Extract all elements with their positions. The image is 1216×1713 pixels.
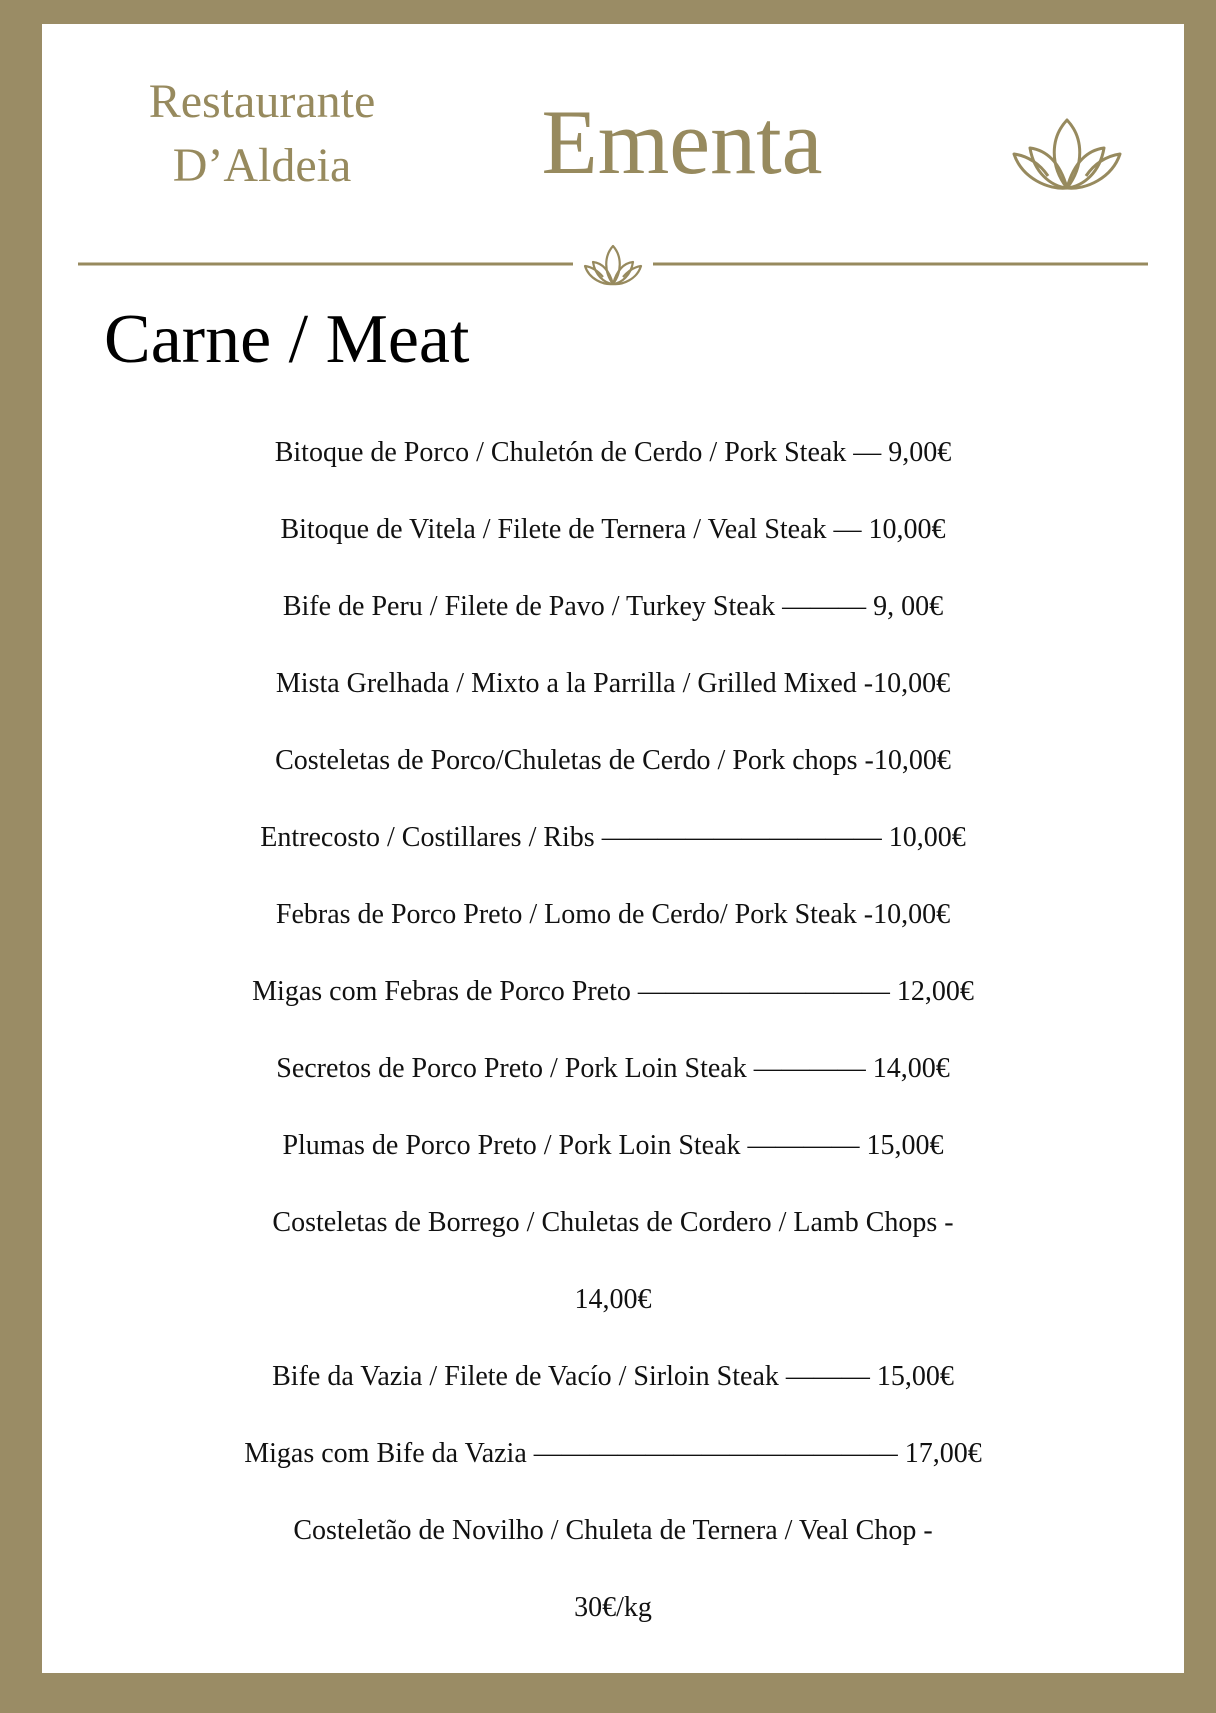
menu-item-price: 30€/kg bbox=[574, 1592, 652, 1623]
menu-item-price: 14,00€ bbox=[574, 1284, 652, 1315]
menu-item: Febras de Porco Preto / Lomo de Cerdo/ Pork Steak -10,00€ bbox=[275, 899, 951, 930]
section-title: Carne / Meat bbox=[104, 301, 470, 378]
menu-item: Mista Grelhada / Mixto a la Parrilla / Grilled Mixed -10,00€ bbox=[275, 668, 951, 699]
menu-list bbox=[42, 414, 1184, 1646]
menu-item: Bife de Peru / Filete de Pavo / Turkey Steak ——— 9, 00€ bbox=[282, 591, 944, 622]
divider bbox=[78, 242, 1148, 286]
menu-item: Costeletas de Porco/Chuletas de Cerdo / Pork chops -10,00€ bbox=[275, 745, 951, 776]
menu-item: Bife da Vazia / Filete de Vacío / Sirloin Steak ——— 15,00€ bbox=[272, 1361, 954, 1392]
restaurant-name-line-1: Restaurante bbox=[148, 75, 376, 128]
menu-page bbox=[42, 24, 1184, 1673]
lotus-icon bbox=[585, 246, 641, 284]
page-title: Ementa bbox=[541, 91, 823, 193]
menu-item: Migas com Bife da Vazia ————————————— 17,00€ bbox=[244, 1438, 982, 1469]
menu-item: Plumas de Porco Preto / Pork Loin Steak ———— 15,00€ bbox=[282, 1130, 944, 1161]
menu-item: Secretos de Porco Preto / Pork Loin Steak ———— 14,00€ bbox=[276, 1053, 950, 1084]
menu-item: Costeletas de Borrego / Chuletas de Cordero / Lamb Chops - bbox=[272, 1207, 954, 1238]
lotus-icon bbox=[1010, 116, 1124, 196]
menu-item: Costeletão de Novilho / Chuleta de Ternera / Veal Chop - bbox=[293, 1515, 933, 1546]
menu-item: Bitoque de Porco / Chuletón de Cerdo / Pork Steak — 9,00€ bbox=[274, 437, 952, 468]
restaurant-name bbox=[92, 70, 432, 198]
menu-item: Migas com Febras de Porco Preto ————————— 12,00€ bbox=[252, 976, 974, 1007]
menu-item: Bitoque de Vitela / Filete de Ternera / Veal Steak — 10,00€ bbox=[280, 514, 946, 545]
restaurant-name-line-2: D’Aldeia bbox=[172, 139, 352, 192]
menu-item: Entrecosto / Costillares / Ribs —————————— 10,00€ bbox=[260, 822, 966, 853]
